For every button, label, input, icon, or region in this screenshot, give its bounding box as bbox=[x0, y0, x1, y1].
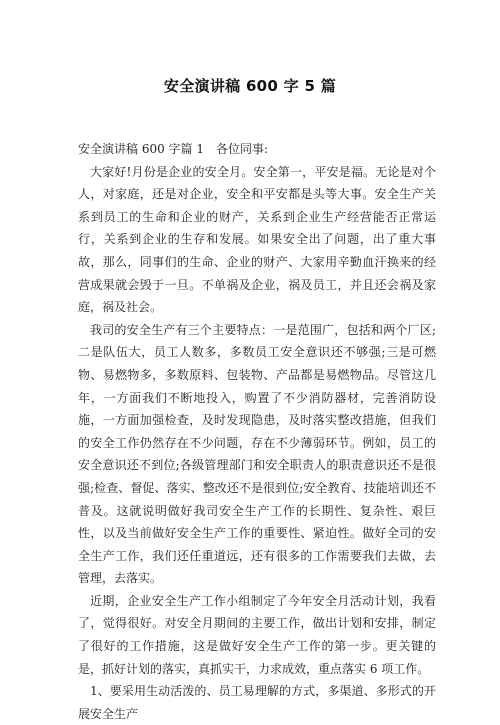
document-body bbox=[78, 138, 436, 725]
paragraph-3: 近期，企业安全生产工作小组制定了今年安全月活动计划，我看了，觉得很好。对安全月期间的主要工作，做出计划和安排，制定了很好的工作措施，这是做好安全生产工作的第一步。更关键的是，抓好计划的落实，真抓实干，力求成效，重点落实 6 项工作。 bbox=[78, 593, 436, 676]
document-title: 安全演讲稿 600 字 5 篇 bbox=[163, 77, 337, 95]
paragraph-1: 大家好!月份是企业的安全月。安全第一，平安是福。无论是对个人，对家庭，还是对企业，安全和平安都是头等大事。安全生产关系到员工的生命和企业的财产，关系到企业生产经营能否正常运行，关系到企业的生存和发展。如果安全出了问题，出了重大事故，那么，同事们的生命、企业的财产、大家用辛勤血汗换来的经营成果就会毁于一旦。不单祸及企业，祸及员工，并且还会祸及家庭，祸及社会。 bbox=[78, 164, 436, 315]
document-subheading: 安全演讲稿 600 字篇 1 各位同事: bbox=[78, 142, 269, 156]
list-item-1: 1、要采用生动活泼的、员工易理解的方式，多渠道、多形式的开展安全生产 bbox=[78, 684, 436, 721]
paragraph-2: 我司的安全生产有三个主要特点：一是范围广，包括和两个厂区;二是队伍大，员工人数多，多数员工安全意识还不够强;三是可燃物、易燃物多，多数原料、包装物、产品都是易燃物品。尽管这几年，一方面我们不断地投入，购置了不少消防器材，完善消防设施，一方面加强检查，及时发现隐患，及时落实整改措施，但我们的安全工作仍然存在不少问题，存在不少薄弱环节。例如，员工的安全意识还不到位;各级管理部门和安全职责人的职责意识还不是很强;检查、督促、落实、整改还不是很到位;安全教育、技能培训还不普及。这就说明做好我司安全生产工作的长期性、复杂性、艰巨性，以及当前做好安全生产工作的重要性、紧迫性。做好全司的安全生产工作，我们还任重道远，还有很多的工作需要我们去做，去管理，去落实。 bbox=[78, 322, 436, 586]
